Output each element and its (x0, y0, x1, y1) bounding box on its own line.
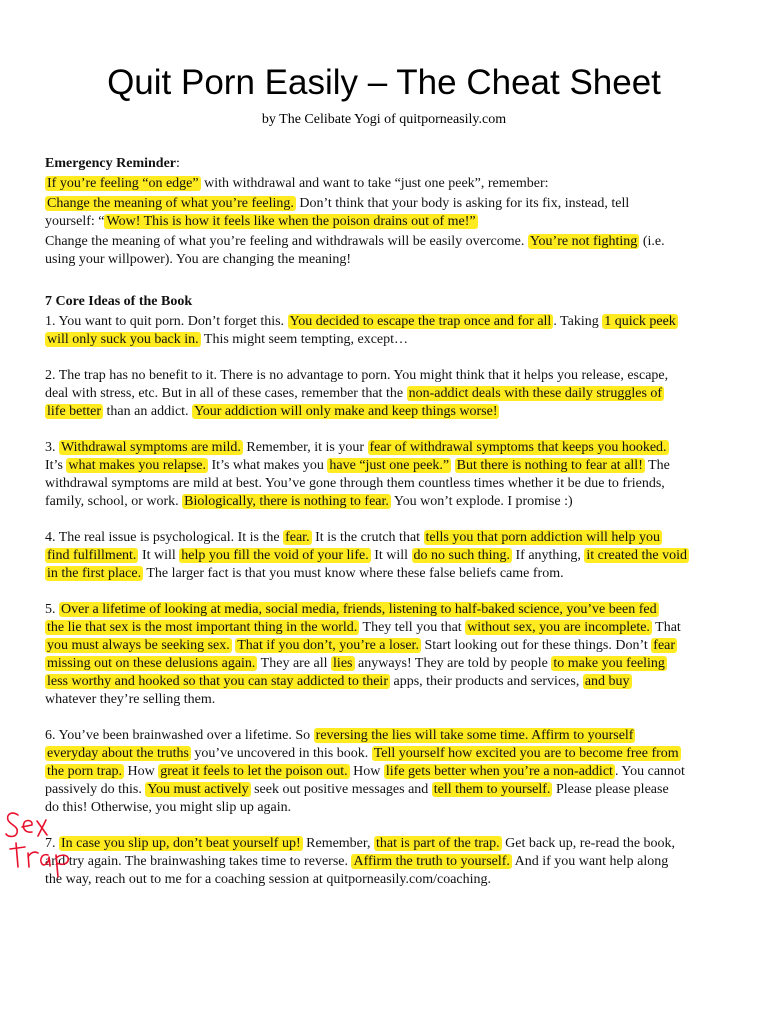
text-run: withdrawal symptoms are mild at best. You’ve gone through them countless times whether it be due to friends, (45, 476, 665, 491)
list-item-line (45, 565, 735, 583)
list-item-line (45, 619, 735, 637)
annotation-stroke-p (56, 855, 68, 877)
text-run: Remember, it is your (242, 440, 368, 455)
highlight: lies (333, 656, 353, 671)
list-item-line (45, 655, 735, 673)
list-item-line (45, 385, 735, 403)
core-idea-6 (45, 727, 735, 817)
highlight: in the first place. (47, 566, 142, 581)
core-idea-7 (45, 835, 735, 889)
text-run: They are all (257, 656, 332, 671)
core-idea-4 (45, 529, 735, 583)
list-item-line (45, 763, 735, 781)
emergency-heading-line (45, 155, 735, 173)
annotation-stroke-r (28, 852, 38, 867)
list-item-line (45, 691, 735, 709)
emergency-line-3 (45, 213, 735, 231)
highlight: reversing the lies will take some time. Affirm to yourself (315, 728, 634, 743)
text-run: That (651, 620, 681, 635)
annotation-stroke-e (22, 821, 32, 833)
text-run: How (124, 764, 159, 779)
highlight: That if you don’t, you’re a loser. (237, 638, 419, 653)
highlight: But there is nothing to fear at all! (456, 458, 643, 473)
text-run: It is the crutch that (311, 530, 424, 545)
byline: by The Celibate Yogi of quitporneasily.com (261, 112, 507, 127)
core-idea-3 (45, 439, 735, 511)
text-run: with withdrawal and want to take “just one peek”, remember: (200, 176, 549, 191)
highlight: it created the void (586, 548, 688, 563)
highlight: less worthy and hooked so that you can stay addicted to their (47, 674, 388, 689)
text-run: 4. The real issue is psychological. It is the (45, 530, 284, 545)
emergency-line-1 (45, 175, 735, 193)
text-run: It’s what makes you (208, 458, 328, 473)
text-run: If anything, (512, 548, 585, 563)
text-run: you’ve uncovered in this book. (190, 746, 372, 761)
highlight: missing out on these delusions again. (47, 656, 256, 671)
text-run: Change the meaning of what you’re feeling and withdrawals will be easily overcome. (45, 234, 528, 249)
annotation-stroke-t1 (16, 843, 18, 867)
list-item-line (45, 547, 735, 565)
document-body (45, 155, 735, 889)
text-run: It will (138, 548, 180, 563)
highlight: In case you slip up, don’t beat yourself up! (61, 836, 301, 851)
list-item-line (45, 745, 735, 763)
highlight: tells you that porn addiction will help you (425, 530, 661, 545)
text-run: The (644, 458, 670, 473)
text-run: anyways! They are told by people (354, 656, 552, 671)
highlight: fear (653, 638, 676, 653)
highlight: that is part of the trap. (376, 836, 500, 851)
highlight: You must actively (147, 782, 249, 797)
highlight: everyday about the truths (47, 746, 189, 761)
text-run: It’s (45, 458, 67, 473)
heading-colon: : (176, 156, 180, 171)
text-run: . You cannot (614, 764, 685, 779)
highlight: to make you feeling (553, 656, 665, 671)
text-run: and try again. The brainwashing takes time to reverse. (45, 854, 352, 869)
core-ideas-heading (45, 293, 735, 311)
core-idea-1 (45, 313, 735, 349)
section-heading: 7 Core Ideas of the Book (45, 294, 193, 309)
annotation-stroke-x2 (38, 820, 46, 836)
text-run: than an addict. (103, 404, 193, 419)
emergency-line-4 (45, 233, 735, 251)
text-run: 6. You’ve been brainwashed over a lifetime. So (45, 728, 314, 743)
highlight: life gets better when you’re a non-addict (385, 764, 613, 779)
text-run: How (349, 764, 384, 779)
core-idea-5 (45, 601, 735, 709)
highlight: You’re not fighting (529, 234, 638, 249)
text-run: family, school, or work. (45, 494, 183, 509)
highlight: without sex, you are incomplete. (467, 620, 650, 635)
document-title: Quit Porn Easily – The Cheat Sheet (107, 63, 661, 102)
text-run: yourself: “ (45, 214, 105, 229)
text-run: 7. (45, 836, 59, 851)
text-run: . Taking (553, 314, 603, 329)
highlight: Biologically, there is nothing to fear. (184, 494, 389, 509)
text-run: Don’t think that your body is asking for its fix, instead, tell (295, 196, 630, 211)
highlight: have “just one peek.” (329, 458, 450, 473)
list-item-line (45, 331, 735, 349)
text-run: the way, reach out to me for a coaching session at quitporneasily.com/coaching. (45, 872, 492, 887)
core-idea-2 (45, 367, 735, 421)
highlight: Wow! This is how it feels like when the poison drains out of me!” (106, 214, 476, 229)
list-item-line (45, 637, 735, 655)
highlight: Tell yourself how excited you are to become free from (373, 746, 679, 761)
highlight: Your addiction will only make and keep things worse! (194, 404, 498, 419)
list-item-line (45, 475, 735, 493)
emergency-heading: Emergency Reminder (45, 156, 177, 171)
highlight: great it feels to let the poison out. (160, 764, 348, 779)
emergency-line-5 (45, 251, 735, 269)
text-run: whatever they’re selling them. (45, 692, 216, 707)
text-run: (i.e. (639, 234, 665, 249)
highlight: the porn trap. (47, 764, 123, 779)
annotation-stroke-s (6, 813, 18, 836)
highlight: do no such thing. (413, 548, 510, 563)
list-item-line (45, 835, 735, 853)
highlight: non-addict deals with these daily struggles of (408, 386, 663, 401)
list-item-line (45, 493, 735, 511)
text-run: And if you want help along (511, 854, 669, 869)
text-run: This might seem tempting, except… (200, 332, 409, 347)
text-run: You won’t explode. I promise :) (390, 494, 573, 509)
highlight: Change the meaning of what you’re feeling. (47, 196, 294, 211)
list-item-line (45, 529, 735, 547)
text-run: The larger fact is that you must know where these false beliefs came from. (143, 566, 564, 581)
highlight: fear of withdrawal symptoms that keeps you hooked. (369, 440, 667, 455)
handwritten-annotation (0, 805, 80, 880)
text-run: using your willpower). You are changing the meaning! (45, 252, 351, 267)
highlight: Over a lifetime of looking at media, social media, friends, listening to half-baked science, you’ve been fed (61, 602, 657, 617)
highlight: tell them to yourself. (433, 782, 551, 797)
highlight: If you’re feeling “on edge” (47, 176, 199, 191)
highlight: help you fill the void of your life. (181, 548, 369, 563)
highlight: fear. (285, 530, 310, 545)
list-item-line (45, 403, 735, 421)
list-item-line (45, 601, 735, 619)
core-ideas-section (45, 293, 735, 889)
highlight: Withdrawal symptoms are mild. (61, 440, 241, 455)
list-item-line (45, 727, 735, 745)
text-run: deal with stress, etc. But in all of these cases, remember that the (45, 386, 407, 401)
highlight: find fulfillment. (47, 548, 137, 563)
text-run: 5. (45, 602, 59, 617)
highlight: you must always be seeking sex. (47, 638, 230, 653)
highlight: the lie that sex is the most important thing in the world. (47, 620, 358, 635)
text-run: Please please please (552, 782, 669, 797)
annotation-stroke-a (41, 855, 50, 866)
list-item-line (45, 871, 735, 889)
text-run: Remember, (302, 836, 375, 851)
text-run: do this! Otherwise, you might slip up again. (45, 800, 292, 815)
list-item-line (45, 799, 735, 817)
annotation-stroke-t2 (10, 847, 25, 849)
list-item-line (45, 781, 735, 799)
text-run: seek out positive messages and (250, 782, 432, 797)
highlight: Affirm the truth to yourself. (353, 854, 510, 869)
highlight: what makes you relapse. (68, 458, 207, 473)
highlight: and buy (584, 674, 630, 689)
text-run: 1. You want to quit porn. Don’t forget this. (45, 314, 288, 329)
list-item-line (45, 439, 735, 457)
text-run: It will (370, 548, 412, 563)
text-run: 2. The trap has no benefit to it. There is no advantage to porn. You might think that it helps you release, escape, (45, 368, 669, 383)
text-run: apps, their products and services, (389, 674, 583, 689)
emergency-section (45, 155, 735, 269)
highlight: 1 quick peek (604, 314, 676, 329)
list-item-line (45, 853, 735, 871)
list-item-line (45, 367, 735, 385)
emergency-line-2 (45, 195, 735, 213)
text-run: They tell you that (359, 620, 466, 635)
highlight: will only suck you back in. (47, 332, 199, 347)
text-run: passively do this. (45, 782, 146, 797)
list-item-line (45, 457, 735, 475)
text-run: 3. (45, 440, 59, 455)
text-run: Get back up, re-read the book, (501, 836, 676, 851)
text-run: Start looking out for these things. Don’t (420, 638, 652, 653)
highlight: You decided to escape the trap once and for all (289, 314, 552, 329)
highlight: life better (47, 404, 102, 419)
list-item-line (45, 673, 735, 691)
list-item-line (45, 313, 735, 331)
